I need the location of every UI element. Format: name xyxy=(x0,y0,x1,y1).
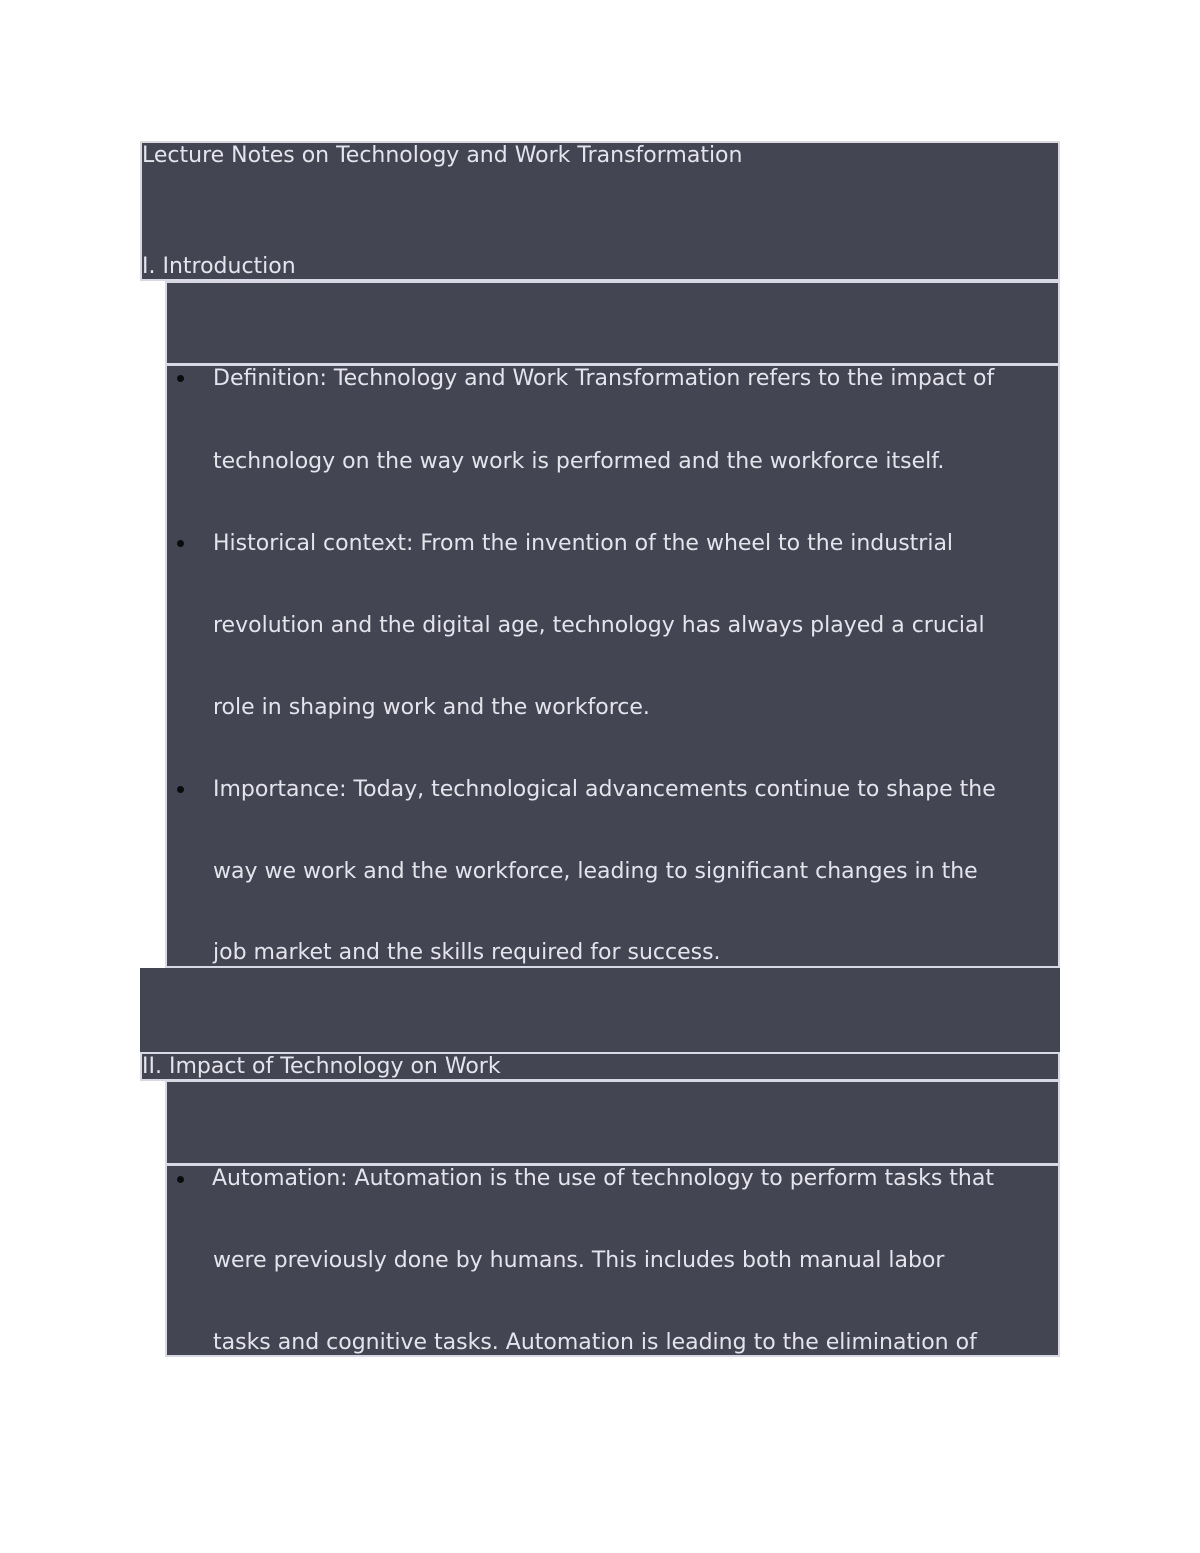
bullet-definition-line-1: Definition: Technology and Work Transformation refers to the impact of xyxy=(213,366,995,391)
bullet-importance-line-2: way we work and the workforce, leading to significant changes in the xyxy=(213,859,978,884)
bullet-importance-line-1: Importance: Today, technological advancements continue to shape the xyxy=(213,777,996,802)
empty-paragraph-block xyxy=(165,281,1060,365)
document-title: Lecture Notes on Technology and Work Transformation xyxy=(142,143,743,168)
section-heading-introduction: I. Introduction xyxy=(142,254,296,279)
bullet-marker xyxy=(177,1176,184,1183)
bullet-importance-line-3: job market and the skills required for success. xyxy=(213,940,721,965)
bullet-historical-line-3: role in shaping work and the workforce. xyxy=(213,695,650,720)
section-heading-impact: II. Impact of Technology on Work xyxy=(142,1054,501,1079)
bullet-historical-line-1: Historical context: From the invention of the wheel to the industrial xyxy=(213,531,954,556)
bullet-marker xyxy=(177,375,184,382)
empty-paragraph-block xyxy=(165,1080,1060,1165)
bullet-marker xyxy=(177,540,184,547)
bullet-automation-line-3: tasks and cognitive tasks. Automation is leading to the elimination of xyxy=(213,1330,977,1355)
bullet-automation-line-2: were previously done by humans. This includes both manual labor xyxy=(213,1248,945,1273)
bullet-marker xyxy=(177,786,184,793)
section-spacer-block xyxy=(140,968,1060,1053)
bullet-automation-line-1: Automation: Automation is the use of technology to perform tasks that xyxy=(212,1166,994,1191)
bullet-definition-line-2: technology on the way work is performed and the workforce itself. xyxy=(213,449,945,474)
bullet-historical-line-2: revolution and the digital age, technology has always played a crucial xyxy=(213,613,985,638)
